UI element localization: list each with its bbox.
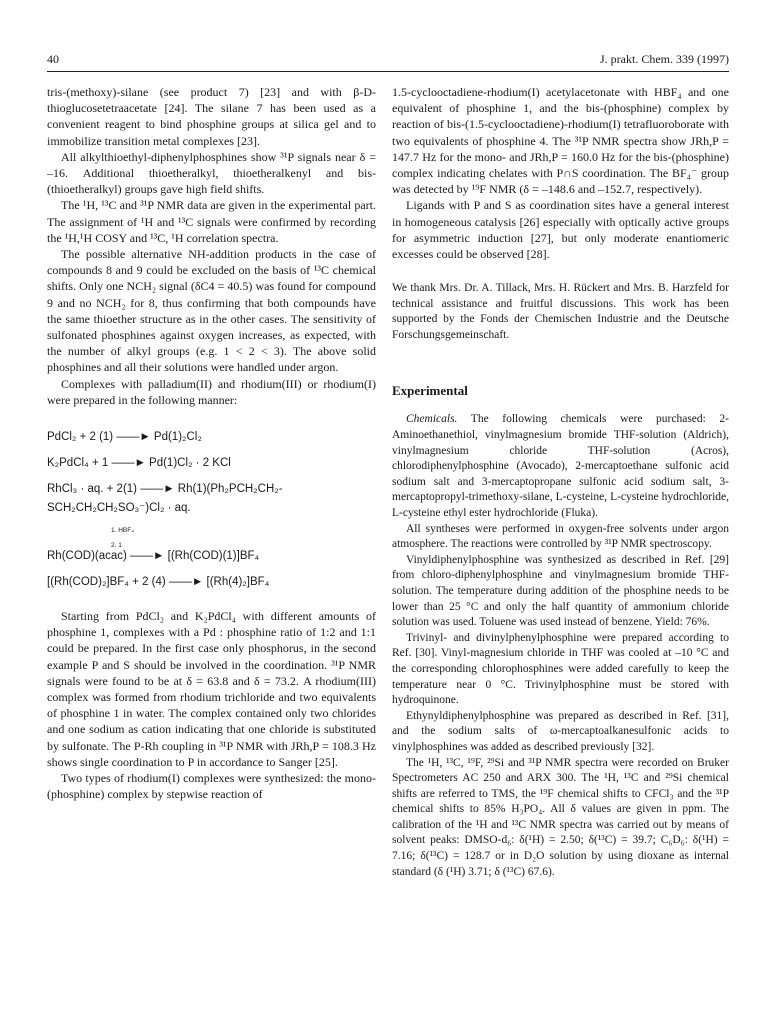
paragraph: The possible alternative NH-addition products in the case of compounds 8 and 9 could be excluded on the basis of ¹³C chemical shifts. Only one NCH₂ signal (δC4 = 40.5) was found for compound 9 and no NCH₂ for 8, thus confirming that both compounds have the same thioether structure as in the other cases. The sensitivity of sulfonated phosphines against oxygen increases, as expected, with the number of alkyl groups (e.g. 1 < 2 < 3). The above solid phosphines and all their solutions were handled under argon. [47,247,376,375]
paragraph: Vinyldiphenylphosphine was synthesized as described in Ref. [29] from chloro-diphenylphosphine and vinylmagnesium bromide THF-solution. The temperature during addition of the phosphine needs to be lower than 25 °C and only the half quantity of ammonium chloride solution was used. Toluene was used instead of benzene. Yield: 76%. [392,553,729,629]
acknowledgement: We thank Mrs. Dr. A. Tillack, Mrs. H. Rückert and Mrs. B. Harzfeld for technical assistance and fruitful discussions. This work has been supported by the Fonds der Chemischen Industrie and the Deutsche Forschungsgemeinschaft. [392,282,729,341]
paragraph-text: The following chemicals were purchased: 2-Aminoethanethiol, vinylmagnesium bromide THF-solution (Aldrich), vinylmagnesium chloride THF-solution (Acros), chlorodiphenylphosphine (Avocado), 2-mercaptoethane sulfonic acid sodium salt and 3-mercaptopropane sulfonic acid sodium salt, 3-mercaptopropyl-trimethoxy-silane, L-cysteine, L-cysteine hydrochloride, L-cysteine ethyl ester hydrochloride (Fluka). [392,413,729,519]
reaction-equation: [(Rh(COD)₂]BF₄ + 2 (4) ——► [(Rh(4)₂]BF₄ [47,576,270,589]
left-column [47,84,376,803]
reaction-equation-continued: SCH₂CH₂CH₂SO₃⁻)Cl₂ · aq. [47,502,191,515]
paragraph: Trivinyl- and divinylphenylphosphine were prepared according to Ref. [30]. Vinyl-magnesium chloride in THF was cooled at –10 °C and the corresponding chlorophosphines were added carefully to keep the temperature near 0 °C. Trivinylphosphine must be stored with hydroquinone. [392,631,729,707]
paragraph: Starting from PdCl₂ and K₂PdCl₄ with different amounts of phosphine 1, complexes with a Pd : phosphine ratio of 1:2 and 1:1 could be prepared. In the first case only phosphorus, in the second example P and S should be involved in the coordination. ³¹P NMR signals were found to be at δ = 63.8 and δ = 73.2. A rhodium(III) complex was formed from rhodium trichloride and two equivalents of phosphine 1 in water. The complex contained only two chlorides and one sodium as cation indicating that one chloride is substituted by sulfonate. The P-Rh coupling in ³¹P NMR with JRh,P = 108.3 Hz shows single coordination to P in accordance to Sanger [25]. [47,609,376,769]
paragraph: 1.5-cyclooctadiene-rhodium(I) acetylacetonate with HBF₄ and one equivalent of phosphine 1, and the bis-(phosphine) complex by reaction of bis-(1.5-cyclooctadiene)-rhodium(I) tetrafluoroborate with two equivalents of phosphine 4. The ³¹P NMR spectra show JRh,P = 147.7 Hz for the mono- and JRh,P = 160.0 Hz for the bis-(phosphine) complex indicating chelates with P∩S coordination. The BF₄⁻ group was detected by ¹⁹F NMR (δ = –148.6 and –152.7, respectively). [392,85,729,197]
paragraph: All alkylthioethyl-diphenylphosphines show ³¹P signals near δ = –16. Additional thioetheralkyl, thioetheralkenyl and bis-(thioetheralkyl) groups gave high field shifts. [47,149,376,197]
reaction-equation: Rh(COD)(acac) ——► [(Rh(COD)(1)]BF₄ [47,550,260,563]
journal-citation: J. prakt. Chem. 339 (1997) [600,52,729,66]
reaction-scheme [47,430,376,590]
paragraph: Complexes with palladium(II) and rhodium(III) or rhodium(I) were prepared in the following manner: [47,376,376,407]
paragraph: tris-(methoxy)-silane (see product 7) [23] and with β-D-thioglucosetetraacetate [24]. The silane 7 has been used as a convenient reagent to bind phosphine groups at silica gel and to immobilize transition metal complexes [23]. [47,85,376,148]
reaction-condition: 2. 1 [111,542,122,550]
reaction-equation: RhCl₃ · aq. + 2(1) ——► Rh(1)(Ph₂PCH₂CH₂- [47,483,283,496]
right-column [392,84,729,880]
paragraph: Two types of rhodium(I) complexes were synthesized: the mono-(phosphine) complex by stepwise reaction of [47,771,376,802]
header-rule [47,71,729,72]
section-heading: Experimental [392,383,468,399]
paragraph: The ¹H, ¹³C and ³¹P NMR data are given in the experimental part. The assignment of ¹H and ¹³C signals were confirmed by recording the ¹H,¹H COSY and ¹³C, ¹H correlation spectra. [47,198,376,245]
paragraph: Ligands with P and S as coordination sites have a general interest in homogeneous catalysis [26] especially with optically active groups for asymmetric induction [27], but only moderate enantiomeric excesses could be observed [28]. [392,198,729,262]
paragraph: Ethynyldiphenylphosphine was prepared as described in Ref. [31], and the sodium salts of ω-mercaptoalkanesulfonic acids to vinylphosphines was added as described previously [32]. [392,709,729,753]
paragraph: The ¹H, ¹³C, ¹⁹F, ²⁹Si and ³¹P NMR spectra were recorded on Bruker Spectrometers AC 250 and ARX 300. The ¹H, ¹³C and ²⁹Si chemical shifts are referred to TMS, the ¹⁹F chemical shifts to CFCl₃ and the ³¹P chemical shifts to 85% H₃PO₄. All δ values are given in ppm. The calibration of the ¹H and ¹³C NMR spectra was carried out by means of solvent peaks: DMSO-d₆: δ(¹H) = 2.50; δ(¹³C) = 39.7; C₆D₆: δ(¹H) = 7.16; δ(¹³C) = 128.7 or in D₂O solution by using dioxane as internal standard (δ (¹H) 3.71; δ (¹³C) 67.6). [392,756,729,878]
reaction-condition: 1. HBF₄ [111,527,134,535]
paragraph: All syntheses were performed in oxygen-free solvents under argon atmosphere. The reactions were controlled by ³¹P NMR spectroscopy. [392,522,729,551]
reaction-equation: PdCl₂ + 2 (1) ——► Pd(1)₂Cl₂ [47,431,202,444]
page-number: 40 [47,52,59,66]
run-in-heading: Chemicals. [406,413,458,426]
reaction-equation: K₂PdCl₄ + 1 ——► Pd(1)Cl₂ · 2 KCl [47,457,231,470]
paragraph [392,412,729,521]
